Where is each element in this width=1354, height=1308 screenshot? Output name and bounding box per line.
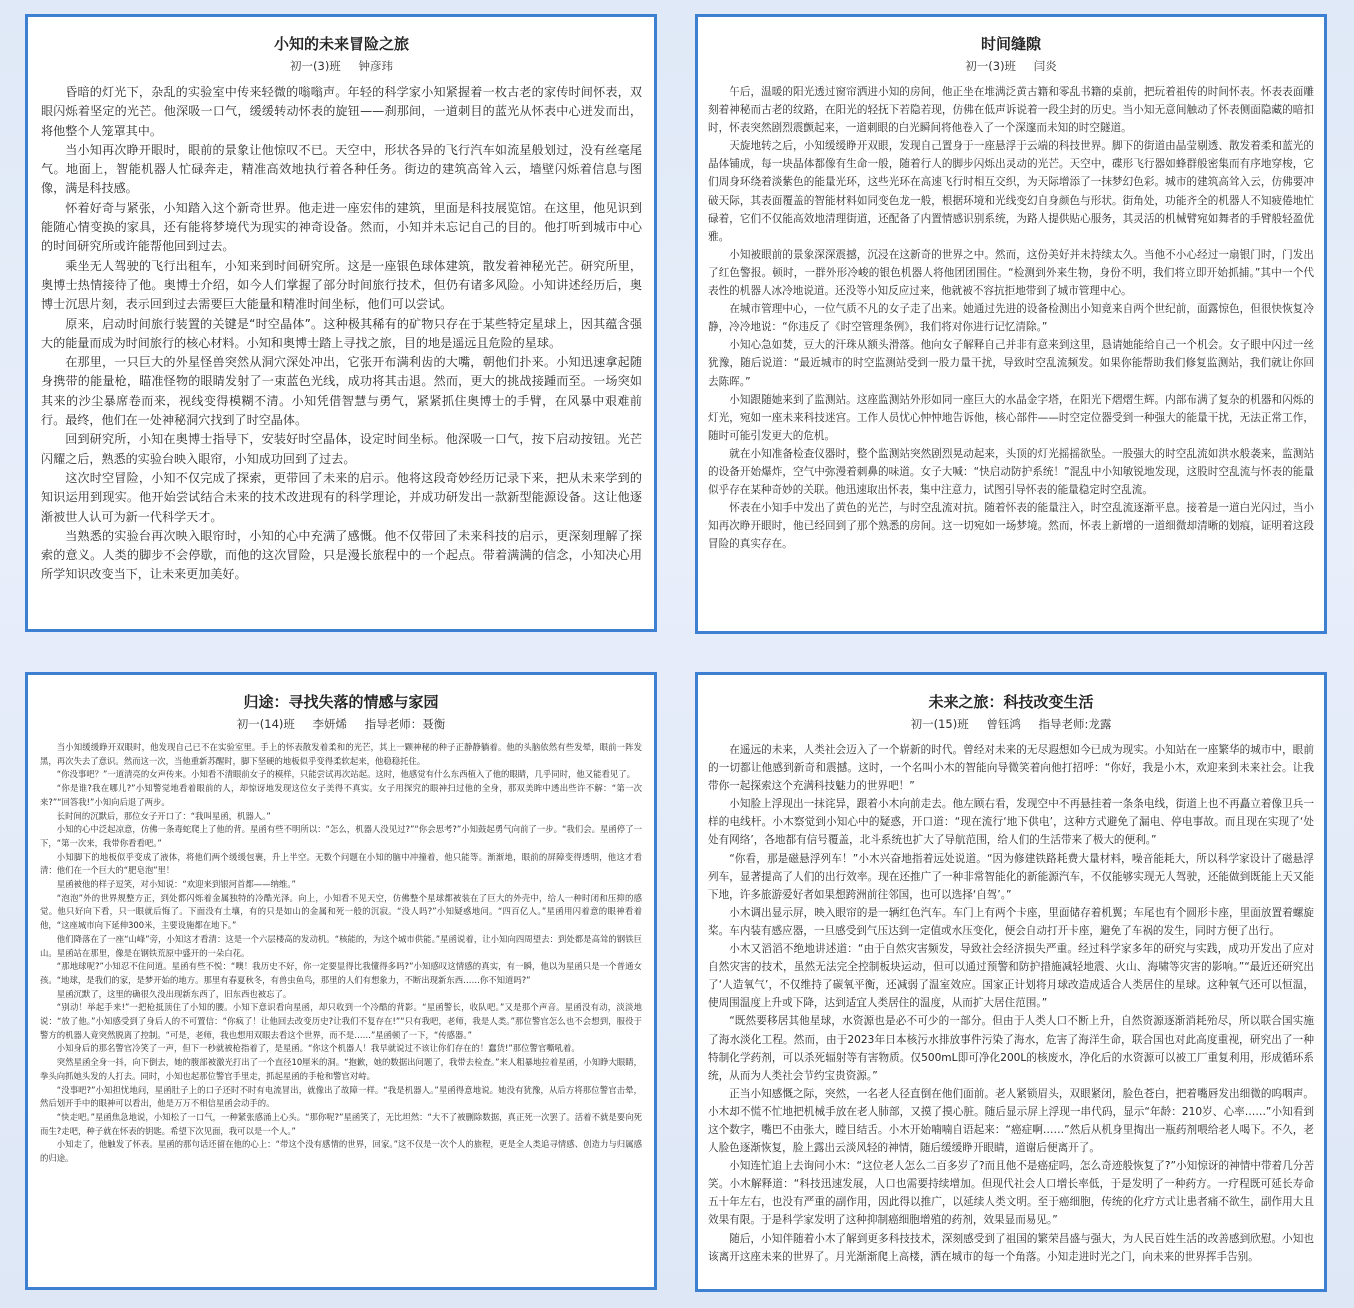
paragraph: 他们降落在了一座“山峰”旁，小知这才看清：这是一个六层楼高的发动机。“核能的，为这个城市供能。”星函说着，让小知向四周望去：到处都是高耸的钢铁巨山。星函站在那里，像是在钢铁荒原中盛开的一朵白花。 bbox=[40, 933, 642, 958]
class-name: 初一(3)班 bbox=[290, 59, 341, 73]
paragraph: 小知脚下的地板似乎变成了液体，将他们两个缓缓包裹，升上半空。无数个问题在小知的脑中冲撞着，他只能等。渐渐地，眼前的屏障变得透明，他这才看清：他们在一个巨大的“肥皂泡”里！ bbox=[40, 851, 642, 876]
paragraph: 随后，小知伴随着小木了解到更多科技技术，深刻感受到了祖国的繁荣昌盛与强大，为人民百姓生活的改善感到欣慰。小知也该离开这座未来的世界了。月光渐渐爬上高楼，洒在城市的每一个角落。小知走进时光之门，向未来的世界挥手告别。 bbox=[708, 1232, 1314, 1263]
author-name: 曾钰鸿 bbox=[986, 717, 1021, 731]
paragraph: 怀着好奇与紧张，小知踏入这个新奇世界。他走进一座宏伟的建筑，里面是科技展览馆。在这里，他见识到能随心情变换的家具，还有能将梦境代为现实的神奇设备。然而，小知并未忘记自己的目的。他打听到城市中心的时间研究所或许能帮他回到过去。 bbox=[41, 200, 642, 254]
article-card-future-journey bbox=[695, 672, 1327, 1292]
paragraph: “泡泡”外的世界规整方正，到处都闪烁着金属独特的冷酷光泽。向上，小知看不见天空，仿佛整个星球都被装在了巨大的外壳中，给人一种时闭和压抑的感觉。他只好向下看，只一眼就后悔了。下面没有土壤，有的只是如山的金属和死一般的沉寂。“没人吗?”小知疑惑地问。“四百亿人。”星函用闪着意的眼神看着他，“这座城市向下延伸300米，主要设施都在地下。” bbox=[40, 892, 642, 931]
paragraph: 小知走了，他触发了怀表。星函的那句话还留在他的心上：“带这个没有感情的世界，回家。”这不仅是一次个人的旅程，更是全人类追寻情感、创造力与归属感的归途。 bbox=[40, 1139, 642, 1164]
paragraph: 小木调出显示屏，映入眼帘的是一辆红色汽车。车门上有两个卡座，里面储存着机翼；车尾也有个圆形卡座，里面放置着螺旋桨。车内装有感应器，一旦感受到气压达到一定值或水压变化，便会自动打开卡座，避免了车祸的发生，同时方便了出行。 bbox=[708, 906, 1314, 937]
paragraph: “没事吧?”小知担忧地问，星函肚子上的口子还时不时有电流冒出，就像出了故障一样。“我是机器人。”星函得意地说。她没有犹豫，从后方将那位警官击晕，然后划开手中的眼神可以看出，他是万万不相信星函会动手的。 bbox=[40, 1084, 642, 1109]
author-name: 闫炎 bbox=[1033, 59, 1057, 73]
paragraph: 小知被眼前的景象深深震撼，沉浸在这新奇的世界之中。然而，这份美好并未持续太久。当他不小心经过一扇银门时，门发出了红色警报。顿时，一群外形冷峻的银色机器人将他团团围住。“检测到外来生物，身份不明，我们将立即开始抓捕。”其中一个代表性的机器人冰冷地说道。还没等小知反应过来，他就被不容抗拒地带到了城市管理中心。 bbox=[708, 248, 1314, 298]
paragraph: “快走吧。”星函焦急地说，小知松了一口气，一种紧张感涌上心头。“那你呢?”星函笑了，无比坦然：“大不了被删除数据，真正死一次罢了。活着不就是要向死而生?走吧，种子就在怀表的钥匙。希望下次见面，我可以是一个人。” bbox=[40, 1111, 642, 1136]
paragraph: 长时间的沉默后，那位女子开口了：“我叫星函，机器人。” bbox=[56, 810, 271, 821]
article-title: 小知的未来冒险之旅 bbox=[273, 35, 409, 53]
paragraph: 午后，温暖的阳光透过窗帘洒进小知的房间，他正坐在堆满泛黄古籍和零乱书籍的桌前，把玩着祖传的时间怀表。怀表表面雕刻着神秘而古老的纹路，在阳光的轻抚下若隐若现，仿佛在低声诉说着一段尘封的历史。当小知无意间触动了怀表侧面隐藏的暗扣时，怀表突然剧烈震颤起来，一道刺眼的白光瞬间将他卷入了一个深邃而未知的时空隧道。 bbox=[708, 86, 1314, 135]
article-byline bbox=[41, 57, 642, 75]
paragraph: 天旋地转之后，小知缓缓睁开双眼，发现自己置身于一座悬浮于云端的科技世界。脚下的街道由晶莹剔透、散发着柔和蓝光的晶体铺成，每一块晶体都像有生命一般，随着行人的脚步闪烁出灵动的光芒。天空中，碟形飞行器如蜂群般密集而有序地穿梭，它们周身环绕着淡紫色的能量光环，这些光环在高速飞行时相互交织，为天际增添了一抹梦幻色彩。城市的建筑高耸入云，仿佛要冲破天际，其表面覆盖的智能材料如同变色龙一般，根据环境和光线变幻自身颜色与形状。街角处，功能齐全的机器人不知疲倦地忙碌着，它们不仅能高效地清理街道，还配备了内置情感识别系统，为路人提供贴心服务，其灵活的机械臂宛如舞者的手臂般轻盈优雅。 bbox=[708, 140, 1314, 243]
paragraph: 小知脸上浮现出一抹诧异，跟着小木向前走去。他左顾右看，发现空中不再悬挂着一条条电线，街道上也不再矗立着像卫兵一样的电线杆。小木察觉到小知心中的疑惑，开口道：“现在流行‘地下供电’，这种方式避免了漏电、停电事故。而且现在实现了‘处处有网络’，各地都有信号覆盖，北斗系统也扩大了导航范围，给人们的生活带来了极大的便利。” bbox=[708, 798, 1314, 847]
paragraph: 在遥远的未来，人类社会迈入了一个崭新的时代。曾经对未来的无尽遐想如今已成为现实。小知站在一座繁华的城市中，眼前的一切都让他感到新奇和震撼。这时，一个名叫小木的智能向导微笑着向他打招呼：“你好，我是小木，欢迎来到未来社会。让我带你一起探索这个充满科技魅力的世界吧！” bbox=[708, 744, 1314, 793]
paragraph: 在城市管理中心，一位气质不凡的女子走了出来。她通过先进的设备检测出小知竟来自两个世纪前，面露惊色，但很快恢复冷静，冷冷地说：“你违反了《时空管理条例》，我们将对你进行记忆清除。” bbox=[708, 303, 1314, 334]
article-byline bbox=[708, 57, 1314, 75]
paragraph: 星函被他的样子逗笑，对小知说：“欢迎来到银河首都——纳维。” bbox=[56, 879, 296, 890]
author-name: 钟彦玮 bbox=[358, 59, 393, 73]
article-body bbox=[40, 741, 642, 1166]
article-card-time-gap bbox=[695, 14, 1327, 634]
paragraph: 正当小知感慨之际，突然，一名老人径直倒在他们面前。老人紧锁眉头，双眼紧闭，脸色苍白，把着嘴唇发出细微的呜咽声。小木却不慌不忙地把机械手放在老人肺部，又摸了摸心脏。随后显示屏上浮现一串代码，显示“年龄：210岁、心率……”小知看到这个数字，嘴巴不由张大，瞠目结舌。小木开始喃喃自语起来：“癌症啊……”然后从机身里掏出一瓶药剂喂给老人喝下。不久，老人脸色逐渐恢复，脸上露出云淡风轻的神情，随后缓缓睁开眼睛，道谢后便离开了。 bbox=[708, 1087, 1314, 1155]
paragraph: 怀表在小知手中发出了黄色的光芒，与时空乱流对抗。随着怀表的能量注入，时空乱流逐渐平息。接着是一道白光闪过，当小知再次睁开眼时，他已经回到了那个熟悉的房间。这一切宛如一场梦境。然而，怀表上新增的一道细微却清晰的划痕，证明着这段冒险的真实存在。 bbox=[708, 502, 1314, 551]
advisor-name: 指导老师：聂衡 bbox=[364, 717, 446, 731]
paragraph: 小知的心中泛起凉意，仿佛一条毒蛇爬上了他的背。星函有些不明所以：“怎么，机器人没见过?”“你会思考?”小知鼓起勇气向前了一步。“我们会。星函停了一下，“第一次来，我带你看看吧。” bbox=[40, 824, 642, 848]
article-body bbox=[708, 83, 1314, 553]
article-title: 时间缝隙 bbox=[980, 35, 1041, 53]
paragraph: 乘坐无人驾驶的飞行出租车，小知来到时间研究所。这是一座银色球体建筑，散发着神秘光芒。研究所里，奥博士热情接待了他。奥博士介绍，如今人们掌握了部分时间旅行技术，但仍有诸多风险。小知讲述经历后，奥博士沉思片刻，表示回到过去需要巨大能量和精准时间坐标，他们可以尝试。 bbox=[41, 258, 642, 312]
paragraph: “你看，那是磁悬浮列车！”小木兴奋地指着远处说道。“因为修建铁路耗费大量材料，噪音能耗大，所以科学家设计了磁悬浮列车，显著提高了人们的出行效率。现在还推广了一种非常智能化的新能源汽车，不仅能够实现无人驾驶，还能做到既能上天又能下地，许多旅游爱好者如果想跨洲前往邻国，也可以选择‘自驾’。” bbox=[708, 852, 1314, 901]
paragraph: 星函沉默了，这里的确很久没出现新东西了，旧东西也被忘了。 bbox=[56, 988, 292, 999]
article-title: 未来之旅：科技改变生活 bbox=[928, 693, 1094, 711]
paragraph: 当小知再次睁开眼时，眼前的景象让他惊叹不已。天空中，形状各异的飞行汽车如流星般划过，没有丝毫尾气。地面上，智能机器人忙碌奔走，精准高效地执行着各种任务。街边的建筑高耸入云，墙壁闪烁着信息与图像，满是科技感。 bbox=[41, 142, 642, 196]
paragraph: 在那里，一只巨大的外星怪兽突然从洞穴深处冲出，它张开布满利齿的大嘴，朝他们扑来。小知迅速拿起随身携带的能量枪，瞄准怪物的眼睛发射了一束蓝色光线，成功将其击退。然而，更大的挑战接踵而至。一场突如其来的沙尘暴席卷而来，视线变得模糊不清。小知凭借智慧与勇气，紧紧抓住奥博士的手臂，在风暴中艰难前行。最终，他们在一处神秘洞穴找到了时空晶体。 bbox=[41, 355, 642, 428]
advisor-name: 指导老师:龙露 bbox=[1038, 717, 1112, 731]
article-body bbox=[708, 741, 1314, 1266]
paragraph: 小知跟随她来到了监测站。这座监测站外形如同一座巨大的水晶金字塔，在阳光下熠熠生辉。内部布满了复杂的机器和闪烁的灯光，宛如一座未来科技迷宫。工作人员忧心忡忡地告诉他，核心部件——时空定位器受到一种强大的能量干扰，无法正常工作，随时可能引发更大的危机。 bbox=[708, 393, 1314, 442]
paragraph: 小知连忙追上去询问小木：“这位老人怎么二百多岁了?而且他不是癌症吗，怎么奇迹般恢复了?”小知惊讶的神情中带着几分苦笑。小木解释道：“科技迅速发展，人口也需要持续增加。但现代社会人口增长率低，于是发明了一种药方。一疗程既可延长寿命五十年左右，也没有严重的副作用，因此得以推广，以延续人类文明。至于癌细胞，传统的化疗方式让患者痛不欲生，副作用大且效果有限。于是科学家发明了这种抑制癌细胞增殖的药剂，效果显而易见。” bbox=[708, 1160, 1314, 1227]
paragraph: “那地球呢?”小知忍不住问道。星函有些不悦：“噢！我历史不好，你一定要显得比我懂得多吗?”小知感叹这情感的真实，有一瞬，他以为星函只是一个普通女孩。“地球，是我们的家，是梦开始的地方。那里有春夏秋冬，有兽虫鱼鸟，那里的人们有想象力，不断出现新东西……你不知道吗?” bbox=[40, 961, 642, 985]
paragraph: 原来，启动时间旅行装置的关键是“时空晶体”。这种极其稀有的矿物只存在于某些特定星球上，因其蕴含强大的能量而成为时间旅行的核心材料。小知和奥博士踏上寻找之旅，目的地是遥远且危险的星球。 bbox=[41, 316, 642, 350]
class-name: 初一(15)班 bbox=[910, 717, 969, 731]
paragraph: 突然星函全身一抖，向下倒去，她的腹部被激光打出了一个直径10厘米的洞。“抱歉，她的数据出问题了，我带去检查。”来人粗暴地拉着星函，小知睁大眼睛，拳头向抓她头发的人打去。同时，小知也起那位警官手里走，抓起星函的手枪和警官对峙。 bbox=[40, 1057, 642, 1081]
paragraph: “你没事吧？”一道清亮的女声传来。小知看不清眼前女子的模样，只能尝试再次站起。这时，他感觉有什么东西植入了他的眼睛，几乎同时，他又能看见了。 bbox=[56, 769, 635, 780]
paragraph: 昏暗的灯光下，杂乱的实验室中传来轻微的嗡嗡声。年轻的科学家小知紧握着一枚古老的家传时间怀表，双眼闪烁着坚定的光芒。他深吸一口气，缓缓转动怀表的旋钮——刹那间，一道刺目的蓝光从怀表中心迸发而出，将他整个人笼罩其中。 bbox=[41, 85, 642, 138]
article-body bbox=[41, 83, 642, 585]
paragraph: 就在小知准备检查仪器时，整个监测站突然剧烈晃动起来，头顶的灯光摇摇欲坠。一股强大的时空乱流如洪水般袭来，监测站的设备开始爆炸，空气中弥漫着刺鼻的味道。女子大喊：“快启动防护系统！”混乱中小知敏锐地发现，这股时空乱流与怀表的能量似乎存在某种奇妙的关联。他迅速取出怀表，集中注意力，试图引导怀表的能量稳定时空乱流。 bbox=[708, 447, 1314, 497]
class-name: 初一(3)班 bbox=[965, 59, 1017, 73]
paragraph: 这次时空冒险，小知不仅完成了探索，更带回了未来的启示。他将这段奇妙经历记录下来，把从未来学到的知识运用到现实。他开始尝试结合未来的技术改进现有的科学理论，并成功研发出一款新型能源设备。这让他逐渐被世人认可为新一代科学天才。 bbox=[41, 470, 642, 524]
paragraph: 回到研究所，小知在奥博士指导下，安装好时空晶体，设定时间坐标。他深吸一口气，按下启动按钮。光芒闪耀之后，熟悉的实验台映入眼帘，小知成功回到了过去。 bbox=[41, 432, 642, 466]
paragraph: 小木又滔滔不绝地讲述道：“由于自然灾害频发，导致社会经济损失严重。经过科学家多年的研究与实践，成功开发出了应对自然灾害的技术，虽然无法完全控制板块运动，但可以通过预警和防护措施减轻地震、火山、海啸等灾害的影响。”“最近还研究出了‘人造氧气’，不仅维持了碳氧平衡，还减弱了温室效应。国家正计划将月球改造成适合人类居住的星球。这种氧气还可以恒温，使周围温度上升或下降，达到适宜人类居住的温度，从而扩大居住范围。” bbox=[708, 943, 1314, 1010]
class-name: 初一(14)班 bbox=[236, 717, 295, 731]
article-title: 归途：寻找失落的情感与家园 bbox=[243, 693, 439, 711]
article-byline bbox=[708, 715, 1314, 733]
article-card-journey-home bbox=[25, 672, 657, 1290]
paragraph: 当小知缓缓睁开双眼时，他发现自己已不在实验室里。手上的怀表散发着柔和的光芒，其上一颗神秘的种子正静静躺着。他的头脑依然有些发晕，眼前一阵发黑，再次失去了意识。然而这一次，当他重新苏醒时，脚下坚硬的地板似乎变得柔软起来，他稳稳托住。 bbox=[40, 742, 642, 766]
author-name: 李妍烯 bbox=[312, 717, 348, 731]
paragraph: “你是谁?我在哪儿?”小知警觉地看着眼前的人，却惊讶地发现这位女子美得不真实。女子用探究的眼神扫过他的全身，那双美眸中透出些许不解：“第一次来?”“回答我!”小知向后退了两步。 bbox=[40, 783, 642, 807]
article-card-adventure bbox=[25, 14, 657, 632]
paragraph: “既然要移居其他星球，水资源也是必不可少的一部分。但由于人类人口不断上升，自然资源逐渐消耗殆尽，所以联合国实施了海水淡化工程。然而，由于2023年日本核污水排放事件污染了海水，危害了海洋生命，联合国也对此高度重视，研究出了一种特制化学药剂，可以杀死辐射等有害物质。仅500mL即可净化200L的核废水，净化后的水资源可以被工厂重复利用，形成循环系统，从而为人类社会节约宝贵资源。” bbox=[708, 1015, 1314, 1082]
article-byline bbox=[40, 715, 642, 733]
paragraph: 小知心急如焚，豆大的汗珠从额头滑落。他向女子解释自己并非有意来到这里，恳请她能给自己一个机会。女子眼中闪过一丝犹豫，随后说道：“最近城市的时空监测站受到一股力量干扰，导致时空乱流频发。如果你能帮助我们修复监测站，我们就让你回去陈晖。” bbox=[708, 339, 1314, 388]
paragraph: 小知身后的那名警官冷笑了一声，但下一秒就被枪指着了，是星函。“你这个机器人！我早就说过不该让你们存在的！蠢货!”那位警官嘶吼着。 bbox=[56, 1043, 580, 1054]
paragraph: 当熟悉的实验台再次映入眼帘时，小知的心中充满了感慨。他不仅带回了未来科技的启示，更深刻理解了探索的意义。人类的脚步不会停歇，而他的这次冒险，只是漫长旅程中的一个起点。带着满满的信念，小知决心用所学知识改变当下，让未来更加美好。 bbox=[41, 528, 642, 582]
paragraph: “别动！举起手来!”一把枪抵顶住了小知的腰。小知下意识看向星函，却只收到一个冷酷的背影。“星函警长，收队吧。”又是那个声音。星函没有动，淡淡地说：“放了他。”小知感受到了身后人的不可置信：“你疯了！让他回去改变历史?让我们不复存在!”“只有我吧，老师，我是人类。”那位警官怎么也不会想到，服役于警方的机器人竟突然脱离了控制。“可是，老师，我也想用双眼去看这个世界，而不是……”星函顿了一下，“传感器。” bbox=[40, 1002, 642, 1040]
